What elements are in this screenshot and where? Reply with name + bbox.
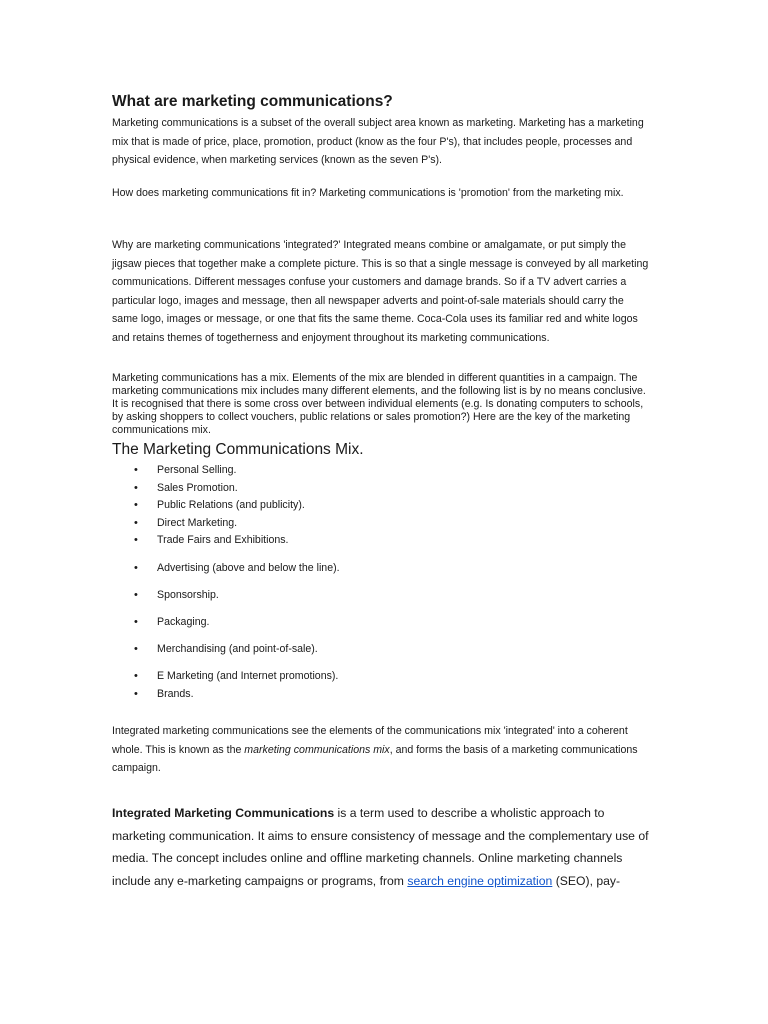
section-heading-mix: The Marketing Communications Mix. — [112, 441, 364, 458]
paragraph-text: (SEO), pay- — [552, 873, 621, 888]
list-item: • Sales Promotion. — [112, 480, 652, 498]
list-item: • E Marketing (and Internet promotions). — [112, 668, 652, 686]
italic-term: marketing communications mix — [244, 743, 390, 756]
list-item: • Packaging. — [112, 614, 652, 632]
paragraph-fit-in: How does marketing communications fit in? Marketing communications is 'promotion' from the marketing mix. — [112, 187, 624, 199]
bold-term: Integrated Marketing Communications — [112, 806, 335, 820]
list-item: • Trade Fairs and Exhibitions. — [112, 532, 652, 550]
list-item: • Personal Selling. — [112, 462, 652, 480]
list-item: • Merchandising (and point-of-sale). — [112, 641, 652, 659]
paragraph-imc-definition — [112, 802, 652, 892]
list-item: • Direct Marketing. — [112, 515, 652, 533]
paragraph-text: , and forms the basis of a marketing communications campaign. — [112, 743, 638, 775]
paragraph-imc-coherent — [112, 722, 652, 778]
seo-link[interactable]: search engine optimization — [407, 873, 553, 888]
paragraph-why-integrated: Why are marketing communications 'integrated?' Integrated means combine or amalgamate, or put simply the jigsaw pieces that together make a complete picture. This is so that a single message is conveyed by all marketing communications. Different messages confuse your customers and damage brands. So if a TV advert carries a particular logo, images and message, then all newspaper adverts and point-of-sale materials should carry the same logo, images or message, or one that fits the same theme. Coca-Cola uses its familiar red and white logos and retains themes of togetherness and enjoyment throughout its marketing communications. — [112, 239, 649, 344]
page-title: What are marketing communications? — [112, 93, 393, 110]
list-item: • Public Relations (and publicity). — [112, 497, 652, 515]
mix-list — [112, 462, 652, 704]
paragraph-mix-intro: Marketing communications has a mix. Elements of the mix are blended in different quantities in a campaign. The marketing communications mix includes many different elements, and the following list is by no means conclusive. It is recognised that there is some cross over between individual elements (e.g. Is donating computers to schools, by asking shoppers to collect vouchers, public relations or sales promotion?) Here are the key of the marketing communications mix. — [112, 372, 646, 436]
paragraph-text: Integrated marketing communications see the elements of the communications mix 'integrated' into a coherent whole. This is known as the — [112, 725, 628, 756]
list-item: • Advertising (above and below the line). — [112, 560, 652, 578]
list-item: • Brands. — [112, 686, 652, 704]
paragraph-marketing-subset: Marketing communications is a subset of the overall subject area known as marketing. Marketing has a marketing mix that is made of price, place, promotion, product (know as the four P's), that includes people, processes and physical evidence, when marketing services (known as the seven P's). — [112, 117, 644, 167]
list-item: • Sponsorship. — [112, 587, 652, 605]
paragraph-text: is a term used to describe a wholistic approach to marketing communication. It aims to ensure consistency of message and the complementary use of media. The concept includes online and offline marketing channels. Online marketing channels include any e-marketing campaigns or programs, from — [112, 806, 649, 888]
